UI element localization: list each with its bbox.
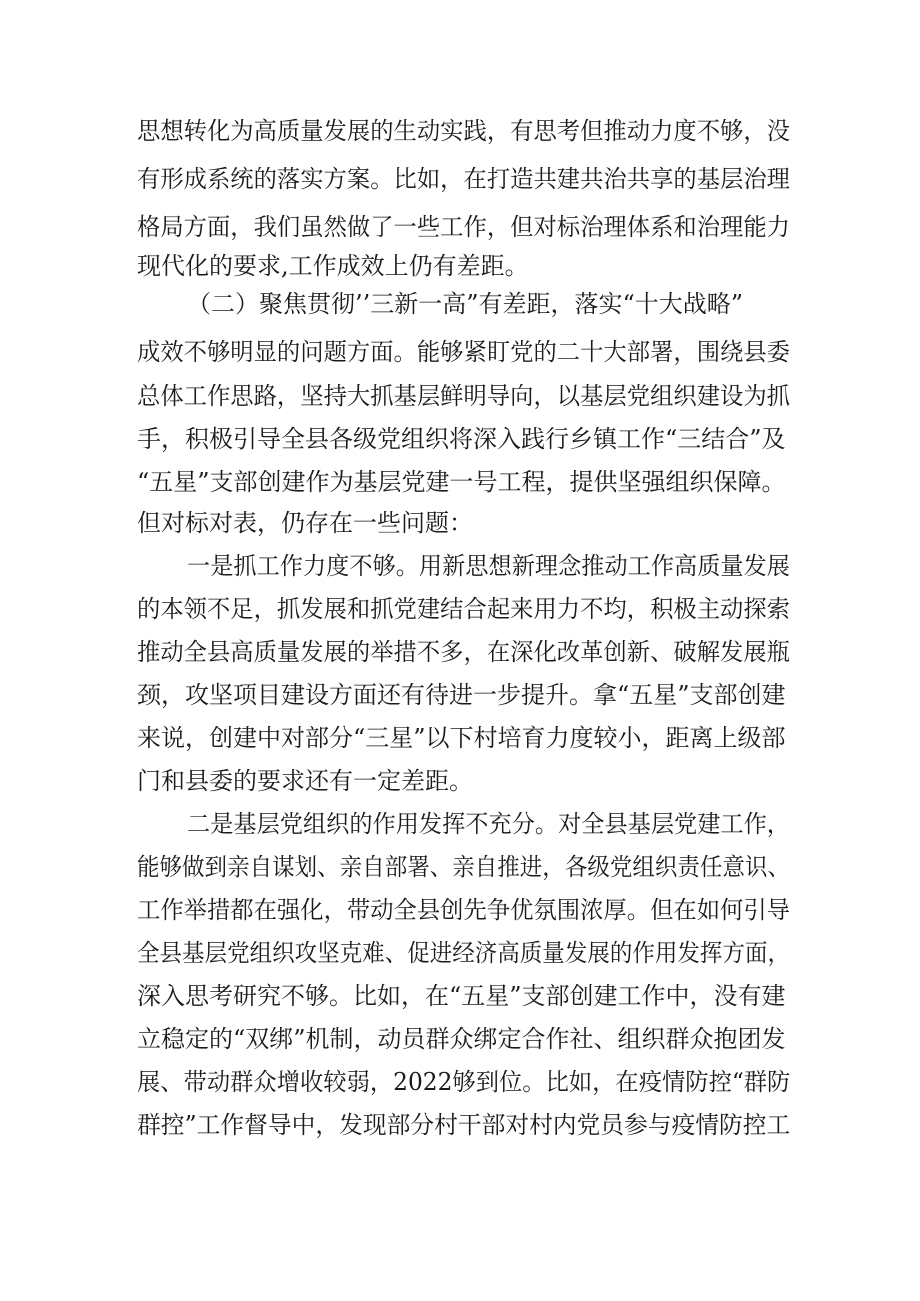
text-line: 门和县委的要求还有一定差距。: [137, 767, 473, 795]
text-line: 深入思考研究不够。比如，在“五星”支部创建工作中，没有建: [137, 982, 786, 1010]
text-line: 能够做到亲自谋划、亲自部署、亲自推进，各级党组织责任意识、: [137, 853, 790, 881]
text-line: 立稳定的“双绑”机制，动员群众绑定合作社、组织群众抱团发: [137, 1025, 786, 1053]
text-line: 但对标对表，仍存在一些问题：: [137, 509, 473, 537]
text-line: 总体工作思路，坚持大抓基层鲜明导向，以基层党组织建设为抓: [137, 382, 790, 410]
text-line: 成效不够明显的问题方面。能够紧盯党的二十大部署，围绕县委: [137, 338, 790, 366]
text-line: 工作举措都在强化，带动全县创先争优氛围浓厚。但在如何引导: [137, 896, 790, 924]
text-line: 全县基层党组织攻坚克难、促进经济高质量发展的作用发挥方面，: [137, 939, 790, 967]
text-line: 颈，攻坚项目建设方面还有待进一步提升。拿“五星”支部创建: [137, 681, 786, 709]
paragraph-first-line: 二是基层党组织的作用发挥不充分。对全县基层党建工作，: [187, 810, 790, 838]
section-heading: （二）聚焦贯彻’’三新一高”有差距，落实“十大战略”: [187, 290, 744, 318]
text-line: 思想转化为高质量发展的生动实践，有思考但推动力度不够，没: [137, 117, 790, 145]
text-line: 格局方面，我们虽然做了一些工作，但对标治理体系和治理能力: [137, 213, 790, 241]
text-line: 有形成系统的落实方案。比如，在打造共建共治共享的基层治理: [137, 165, 790, 193]
text-line: 现代化的要求,工作成效上仍有差距。: [137, 252, 529, 280]
text-line: 的本领不足，抓发展和抓党建结合起来用力不均，积极主动探索: [137, 595, 790, 623]
text-line: 推动全县高质量发展的举措不多，在深化改革创新、破解发展瓶: [137, 638, 790, 666]
paragraph-first-line: 一是抓工作力度不够。用新思想新理念推动工作高质量发展: [187, 552, 790, 580]
text-line: 手，积极引导全县各级党组织将深入践行乡镇工作“三结合”及: [137, 425, 786, 453]
text-line: 来说，创建中对部分“三星”以下村培育力度较小，距离上级部: [137, 724, 786, 752]
text-line: “五星”支部创建作为基层党建一号工程，提供坚强组织保障。: [137, 468, 786, 496]
text-line: 展、带动群众增收较弱，2022够到位。比如，在疫情防控“群防: [137, 1068, 791, 1096]
text-line: 群控”工作督导中，发现部分村干部对村内党员参与疫情防控工: [137, 1111, 791, 1139]
